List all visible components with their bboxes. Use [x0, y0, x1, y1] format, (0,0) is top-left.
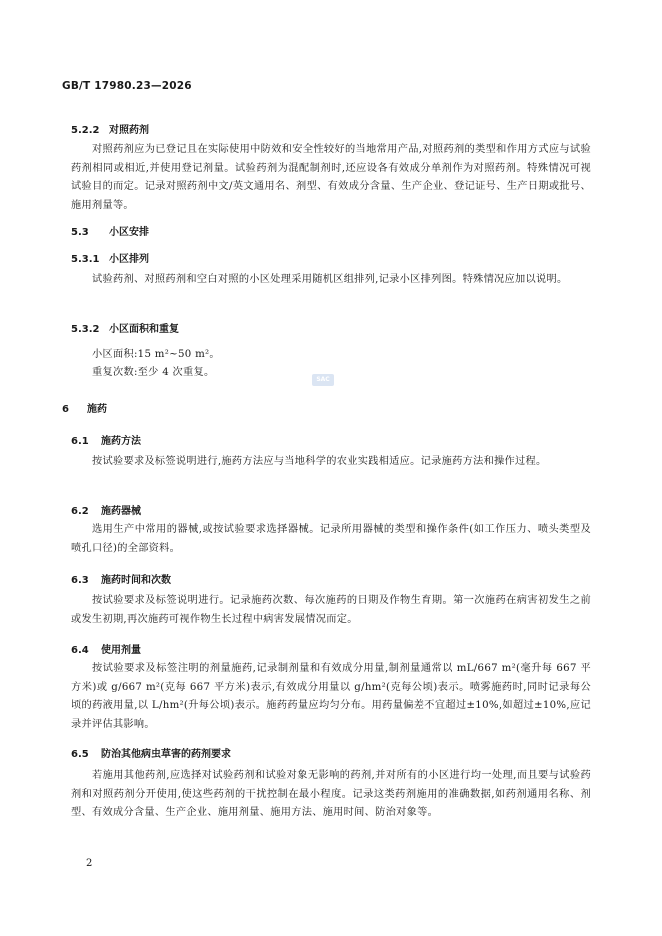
heading-5-2-2	[71, 121, 149, 136]
heading-6-4	[71, 641, 141, 656]
section-title: 施药时间和次数	[101, 575, 171, 586]
paragraph-6-3: 按试验要求及标签说明进行。记录施药次数、每次施药的日期及作物生育期。第一次施药在病害初发生之前或发生初期,再次施药可视作物生长过程中病害发展情况而定。	[71, 595, 591, 625]
section-number: 5.3.2	[71, 324, 100, 335]
heading-6-2	[71, 502, 141, 517]
heading-5-3	[71, 223, 149, 238]
standard-number: GB/T 17980.23—2026	[62, 80, 192, 92]
section-number: 6.1	[71, 436, 89, 447]
section-number: 5.3.1	[71, 254, 100, 265]
section-title: 小区安排	[109, 227, 149, 238]
page-number: 2	[86, 858, 93, 869]
section-number: 5.2.2	[71, 125, 100, 136]
paragraph-5-3-1: 试验药剂、对照药剂和空白对照的小区处理采用随机区组排列,记录小区排列图。特殊情况应加以说明。	[92, 274, 568, 285]
section-number: 6.4	[71, 645, 89, 656]
section-number: 6.3	[71, 575, 89, 586]
section-title: 对照药剂	[109, 125, 149, 136]
section-number: 6	[62, 404, 69, 415]
heading-6-3	[71, 571, 171, 586]
replication-line: 重复次数:至少 4 次重复。	[92, 367, 215, 378]
paragraph-6-1: 按试验要求及标签说明进行,施药方法应与当地科学的农业实践相适应。记录施药方法和操作过程。	[92, 456, 547, 467]
section-title: 小区排列	[109, 254, 149, 265]
section-number: 6.5	[71, 749, 89, 760]
paragraph-6-4: 按试验要求及标签注明的剂量施药,记录制剂量和有效成分用量,制剂量通常以 mL/667 m²(毫升每 667 平方米)或 g/667 m²(克每 667 平方米)表示,有效成分用量以 g/hm²(克每公顷)表示。喷雾施药时,同时记录每公顷的药液用量,以 L/hm²(升每公顷)表示。施药药量应均匀分布。用药量偏差不宜超过±10%,如超过±10%,应记录并评估其影响。	[71, 663, 591, 730]
paragraph-5-2-2: 对照药剂应为已登记且在实际使用中防效和安全性较好的当地常用产品,对照药剂的类型和作用方式应与试验药剂相同或相近,并使用登记剂量。试验药剂为混配制剂时,还应设各有效成分单剂作为对照药剂。特殊情况可视试验目的而定。记录对照药剂中文/英文通用名、剂型、有效成分含量、生产企业、登记证号、生产日期或批号、施用剂量等。	[71, 144, 591, 211]
sac-watermark: SAC	[312, 374, 334, 386]
section-title: 施药	[87, 404, 107, 415]
paragraph-6-5: 若施用其他药剂,应选择对试验药剂和试验对象无影响的药剂,并对所有的小区进行均一处理,而且要与试验药剂和对照药剂分开使用,使这些药剂的干扰控制在最小程度。记录这类药剂施用的准确数据,如药剂通用名称、剂型、有效成分含量、生产企业、施用剂量、施用方法、施用时间、防治对象等。	[71, 770, 591, 818]
section-number: 6.2	[71, 506, 89, 517]
section-number: 5.3	[71, 227, 89, 238]
heading-5-3-1	[71, 250, 149, 265]
heading-6-1	[71, 432, 141, 447]
paragraph-6-2: 选用生产中常用的器械,或按试验要求选择器械。记录所用器械的类型和操作条件(如工作压力、喷头类型及喷孔口径)的全部资料。	[71, 524, 591, 554]
plot-area-line: 小区面积:15 m²~50 m²。	[92, 349, 220, 360]
heading-6-5	[71, 745, 231, 760]
section-title: 施药器械	[101, 506, 141, 517]
section-title: 小区面积和重复	[109, 324, 179, 335]
heading-6	[62, 400, 107, 415]
section-title: 使用剂量	[101, 645, 141, 656]
section-title: 施药方法	[101, 436, 141, 447]
heading-5-3-2	[71, 320, 179, 335]
section-title: 防治其他病虫草害的药剂要求	[101, 749, 231, 760]
